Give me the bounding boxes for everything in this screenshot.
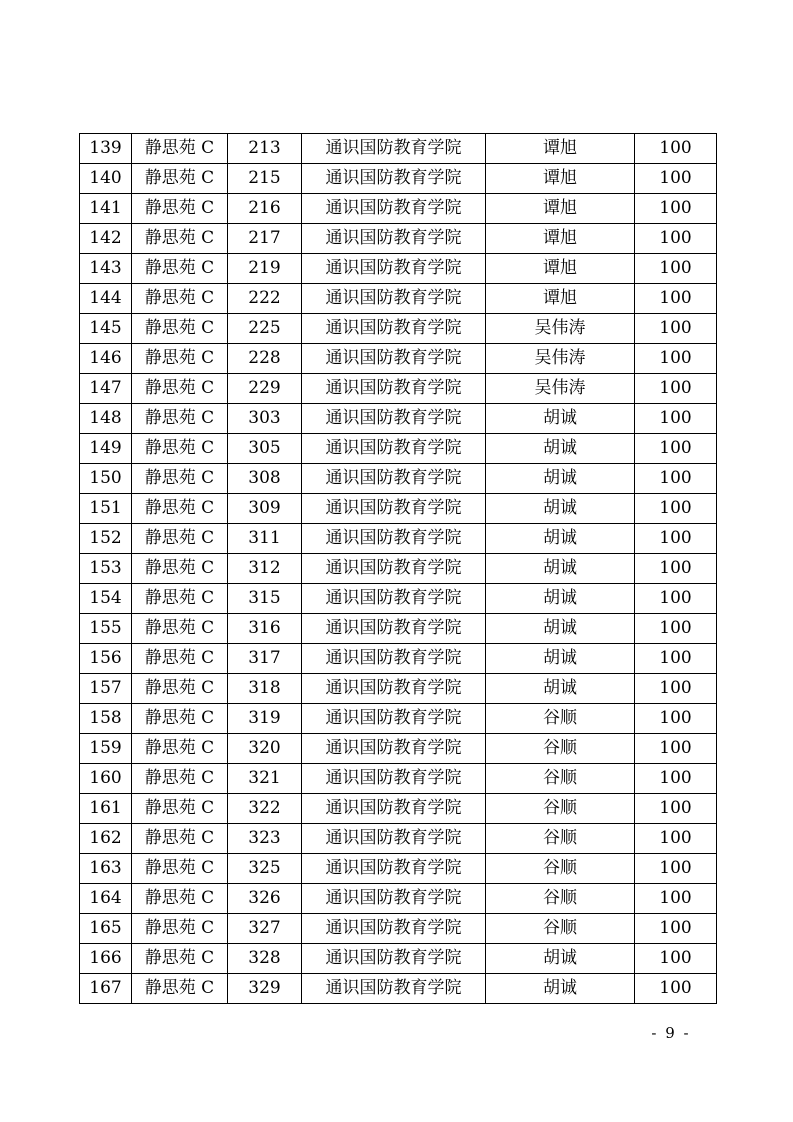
building-cell: 静思苑 C [132,254,228,284]
room-number-cell: 305 [228,434,302,464]
building-cell: 静思苑 C [132,434,228,464]
score-cell: 100 [635,914,717,944]
row-number-cell: 149 [80,434,132,464]
score-cell: 100 [635,524,717,554]
building-cell: 静思苑 C [132,194,228,224]
room-number-cell: 303 [228,404,302,434]
score-cell: 100 [635,794,717,824]
score-cell: 100 [635,824,717,854]
building-cell: 静思苑 C [132,764,228,794]
building-cell: 静思苑 C [132,644,228,674]
row-number-cell: 151 [80,494,132,524]
row-number-cell: 148 [80,404,132,434]
table-row [80,974,717,1004]
table-row [80,554,717,584]
dormitory-score-table [79,133,717,1004]
building-cell: 静思苑 C [132,614,228,644]
table-row [80,164,717,194]
college-cell: 通识国防教育学院 [302,824,486,854]
table-row [80,284,717,314]
room-number-cell: 315 [228,584,302,614]
person-in-charge-cell: 谷顺 [486,824,635,854]
room-number-cell: 329 [228,974,302,1004]
room-number-cell: 213 [228,134,302,164]
building-cell: 静思苑 C [132,284,228,314]
row-number-cell: 155 [80,614,132,644]
college-cell: 通识国防教育学院 [302,704,486,734]
person-in-charge-cell: 谭旭 [486,164,635,194]
college-cell: 通识国防教育学院 [302,554,486,584]
row-number-cell: 139 [80,134,132,164]
table-row [80,254,717,284]
table-row [80,734,717,764]
room-number-cell: 319 [228,704,302,734]
college-cell: 通识国防教育学院 [302,614,486,644]
row-number-cell: 162 [80,824,132,854]
table-body [80,134,717,1004]
room-number-cell: 222 [228,284,302,314]
table-row [80,434,717,464]
score-cell: 100 [635,854,717,884]
building-cell: 静思苑 C [132,824,228,854]
score-cell: 100 [635,704,717,734]
college-cell: 通识国防教育学院 [302,884,486,914]
college-cell: 通识国防教育学院 [302,584,486,614]
college-cell: 通识国防教育学院 [302,674,486,704]
building-cell: 静思苑 C [132,884,228,914]
score-cell: 100 [635,194,717,224]
room-number-cell: 323 [228,824,302,854]
building-cell: 静思苑 C [132,314,228,344]
page-number: - 9 - [651,1024,691,1042]
person-in-charge-cell: 胡诚 [486,404,635,434]
building-cell: 静思苑 C [132,224,228,254]
building-cell: 静思苑 C [132,374,228,404]
room-number-cell: 308 [228,464,302,494]
college-cell: 通识国防教育学院 [302,134,486,164]
room-number-cell: 317 [228,644,302,674]
row-number-cell: 146 [80,344,132,374]
row-number-cell: 143 [80,254,132,284]
table-row [80,884,717,914]
person-in-charge-cell: 谷顺 [486,734,635,764]
building-cell: 静思苑 C [132,524,228,554]
table-row [80,944,717,974]
person-in-charge-cell: 吴伟涛 [486,374,635,404]
score-cell: 100 [635,404,717,434]
score-cell: 100 [635,674,717,704]
score-cell: 100 [635,494,717,524]
person-in-charge-cell: 谭旭 [486,284,635,314]
college-cell: 通识国防教育学院 [302,734,486,764]
table-row [80,584,717,614]
building-cell: 静思苑 C [132,404,228,434]
table-row [80,674,717,704]
row-number-cell: 167 [80,974,132,1004]
building-cell: 静思苑 C [132,974,228,1004]
building-cell: 静思苑 C [132,674,228,704]
room-number-cell: 322 [228,794,302,824]
person-in-charge-cell: 胡诚 [486,434,635,464]
row-number-cell: 156 [80,644,132,674]
person-in-charge-cell: 胡诚 [486,464,635,494]
room-number-cell: 309 [228,494,302,524]
table-row [80,644,717,674]
row-number-cell: 144 [80,284,132,314]
person-in-charge-cell: 谷顺 [486,794,635,824]
college-cell: 通识国防教育学院 [302,344,486,374]
person-in-charge-cell: 谷顺 [486,854,635,884]
room-number-cell: 215 [228,164,302,194]
person-in-charge-cell: 谷顺 [486,704,635,734]
building-cell: 静思苑 C [132,464,228,494]
score-cell: 100 [635,614,717,644]
person-in-charge-cell: 胡诚 [486,614,635,644]
college-cell: 通识国防教育学院 [302,314,486,344]
room-number-cell: 325 [228,854,302,884]
row-number-cell: 160 [80,764,132,794]
table-row [80,854,717,884]
building-cell: 静思苑 C [132,734,228,764]
row-number-cell: 163 [80,854,132,884]
person-in-charge-cell: 胡诚 [486,494,635,524]
college-cell: 通识国防教育学院 [302,164,486,194]
room-number-cell: 327 [228,914,302,944]
row-number-cell: 166 [80,944,132,974]
room-number-cell: 225 [228,314,302,344]
room-number-cell: 320 [228,734,302,764]
row-number-cell: 165 [80,914,132,944]
college-cell: 通识国防教育学院 [302,944,486,974]
college-cell: 通识国防教育学院 [302,914,486,944]
table-row [80,404,717,434]
person-in-charge-cell: 谭旭 [486,194,635,224]
room-number-cell: 219 [228,254,302,284]
college-cell: 通识国防教育学院 [302,284,486,314]
room-number-cell: 312 [228,554,302,584]
building-cell: 静思苑 C [132,914,228,944]
table-row [80,374,717,404]
table-row [80,704,717,734]
room-number-cell: 316 [228,614,302,644]
college-cell: 通识国防教育学院 [302,644,486,674]
building-cell: 静思苑 C [132,344,228,374]
person-in-charge-cell: 谷顺 [486,914,635,944]
person-in-charge-cell: 谷顺 [486,764,635,794]
college-cell: 通识国防教育学院 [302,524,486,554]
college-cell: 通识国防教育学院 [302,974,486,1004]
table-row [80,494,717,524]
row-number-cell: 164 [80,884,132,914]
row-number-cell: 157 [80,674,132,704]
building-cell: 静思苑 C [132,794,228,824]
college-cell: 通识国防教育学院 [302,194,486,224]
row-number-cell: 152 [80,524,132,554]
person-in-charge-cell: 胡诚 [486,974,635,1004]
score-cell: 100 [635,164,717,194]
building-cell: 静思苑 C [132,134,228,164]
table-row [80,344,717,374]
room-number-cell: 328 [228,944,302,974]
row-number-cell: 142 [80,224,132,254]
score-cell: 100 [635,974,717,1004]
row-number-cell: 145 [80,314,132,344]
score-cell: 100 [635,584,717,614]
building-cell: 静思苑 C [132,704,228,734]
room-number-cell: 229 [228,374,302,404]
score-cell: 100 [635,434,717,464]
score-cell: 100 [635,374,717,404]
room-number-cell: 326 [228,884,302,914]
score-cell: 100 [635,284,717,314]
score-cell: 100 [635,464,717,494]
room-number-cell: 217 [228,224,302,254]
row-number-cell: 159 [80,734,132,764]
row-number-cell: 147 [80,374,132,404]
row-number-cell: 141 [80,194,132,224]
room-number-cell: 311 [228,524,302,554]
building-cell: 静思苑 C [132,554,228,584]
score-cell: 100 [635,734,717,764]
person-in-charge-cell: 谭旭 [486,224,635,254]
college-cell: 通识国防教育学院 [302,254,486,284]
building-cell: 静思苑 C [132,164,228,194]
table-row [80,224,717,254]
table-row [80,794,717,824]
person-in-charge-cell: 谷顺 [486,884,635,914]
person-in-charge-cell: 胡诚 [486,944,635,974]
table-row [80,194,717,224]
room-number-cell: 216 [228,194,302,224]
building-cell: 静思苑 C [132,584,228,614]
college-cell: 通识国防教育学院 [302,464,486,494]
college-cell: 通识国防教育学院 [302,764,486,794]
score-cell: 100 [635,944,717,974]
table-row [80,914,717,944]
building-cell: 静思苑 C [132,494,228,524]
building-cell: 静思苑 C [132,854,228,884]
person-in-charge-cell: 胡诚 [486,644,635,674]
row-number-cell: 158 [80,704,132,734]
person-in-charge-cell: 胡诚 [486,554,635,584]
row-number-cell: 153 [80,554,132,584]
person-in-charge-cell: 吴伟涛 [486,344,635,374]
college-cell: 通识国防教育学院 [302,374,486,404]
row-number-cell: 150 [80,464,132,494]
score-cell: 100 [635,884,717,914]
score-cell: 100 [635,134,717,164]
room-number-cell: 228 [228,344,302,374]
person-in-charge-cell: 谭旭 [486,134,635,164]
table-row [80,464,717,494]
table-row [80,134,717,164]
score-cell: 100 [635,314,717,344]
college-cell: 通识国防教育学院 [302,854,486,884]
person-in-charge-cell: 吴伟涛 [486,314,635,344]
score-cell: 100 [635,254,717,284]
person-in-charge-cell: 谭旭 [486,254,635,284]
building-cell: 静思苑 C [132,944,228,974]
college-cell: 通识国防教育学院 [302,794,486,824]
person-in-charge-cell: 胡诚 [486,524,635,554]
college-cell: 通识国防教育学院 [302,224,486,254]
table-row [80,614,717,644]
table-row [80,764,717,794]
room-number-cell: 318 [228,674,302,704]
college-cell: 通识国防教育学院 [302,434,486,464]
row-number-cell: 140 [80,164,132,194]
score-cell: 100 [635,224,717,254]
table-row [80,824,717,854]
college-cell: 通识国防教育学院 [302,494,486,524]
table-row [80,524,717,554]
person-in-charge-cell: 胡诚 [486,674,635,704]
table-row [80,314,717,344]
score-cell: 100 [635,554,717,584]
college-cell: 通识国防教育学院 [302,404,486,434]
score-cell: 100 [635,644,717,674]
row-number-cell: 154 [80,584,132,614]
room-number-cell: 321 [228,764,302,794]
score-cell: 100 [635,764,717,794]
score-cell: 100 [635,344,717,374]
person-in-charge-cell: 胡诚 [486,584,635,614]
row-number-cell: 161 [80,794,132,824]
